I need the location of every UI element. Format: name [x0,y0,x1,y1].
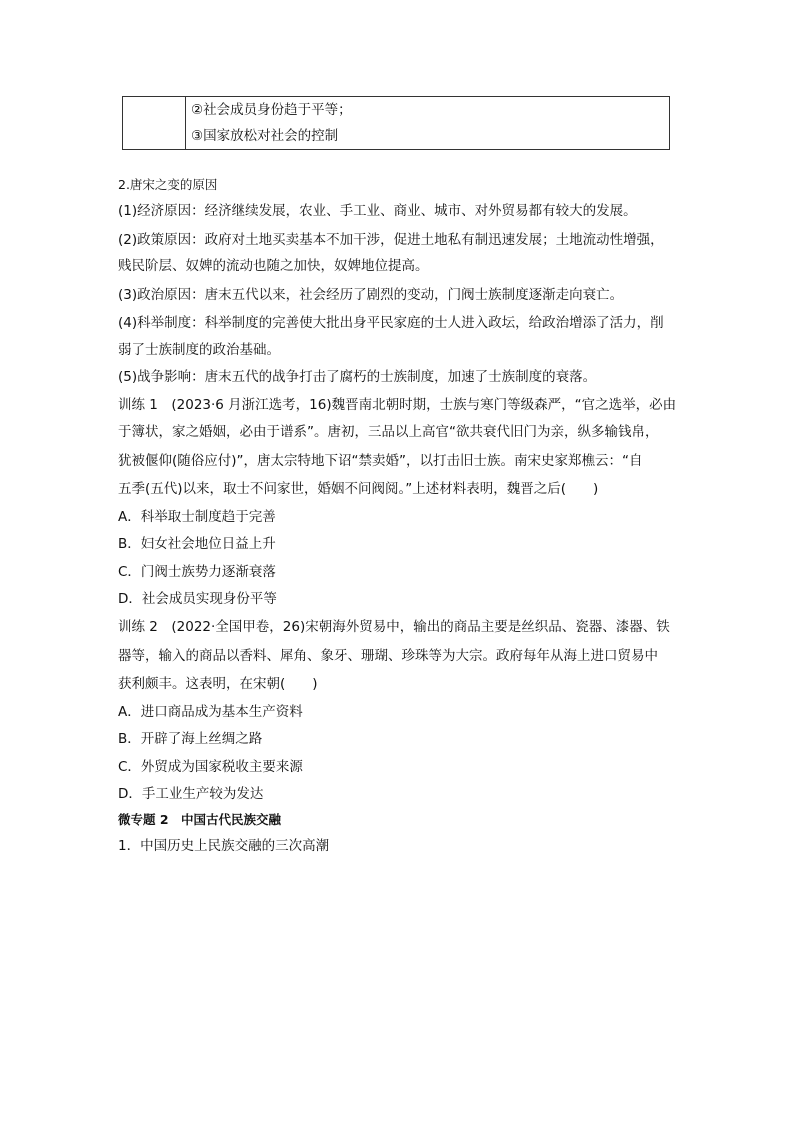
exercise-1-option-c: C．门阀士族势力逐渐衰落 [118,564,276,580]
exercise-1-option-b: B．妇女社会地位日益上升 [118,536,276,552]
topic-subheading: 1．中国历史上民族交融的三次高潮 [118,838,330,854]
table-row-2: ②社会成员身份趋于平等； [191,102,352,118]
exercise-2-option-c: C．外贸成为国家税收主要来源 [118,759,303,775]
exercise-2-option-a: A．进口商品成为基本生产资料 [118,704,303,720]
exercise-1-option-a: A．科举取士制度趋于完善 [118,509,276,525]
table-row-3: ③国家放松对社会的控制 [191,128,339,144]
exercise-2-option-d: D．手工业生产较为发达 [118,786,264,802]
cause-exam-line2: 弱了士族制度的政治基础。 [118,342,280,358]
section-heading-causes: 2.唐宋之变的原因 [118,177,218,192]
topic-heading: 微专题 2 中国古代民族交融 [118,812,282,827]
cause-economic: (1)经济原因：经济继续发展，农业、手工业、商业、城市、对外贸易都有较大的发展。 [118,203,637,219]
cause-policy-line2: 贱民阶层、奴婢的流动也随之加快，奴婢地位提高。 [118,258,429,274]
exercise-1-line4: 五季(五代)以来，取士不问家世，婚姻不问阀阅。”上述材料表明，魏晋之后( ) [118,481,599,497]
table-column-divider [185,97,186,149]
exercise-2-line3: 获利颇丰。这表明，在宋朝( ) [118,676,318,692]
cause-exam-line1: (4)科举制度：科举制度的完善使大批出身平民家庭的士人进入政坛，给政治增添了活力，削 [118,315,664,331]
exercise-1-line3: 犹被偃仰(随俗应付)”，唐太宗特地下诏“禁卖婚”，以打击旧士族。南宋史家郑樵云：“自 [118,453,643,469]
exercise-2-option-b: B．开辟了海上丝绸之路 [118,731,263,747]
exercise-1-line1: 训练 1 (2023·6 月浙江选考，16)魏晋南北朝时期，士族与寒门等级森严，“官之选举，必由 [118,397,677,413]
summary-table [122,96,670,150]
exercise-2-line1: 训练 2 (2022·全国甲卷，26)宋朝海外贸易中，输出的商品主要是丝织品、瓷器、漆器、铁 [118,619,670,635]
cause-policy-line1: (2)政策原因：政府对土地买卖基本不加干涉，促进土地私有制迅速发展；土地流动性增强， [118,232,664,248]
exercise-1-option-d: D．社会成员实现身份平等 [118,591,277,607]
cause-political: (3)政治原因：唐末五代以来，社会经历了剧烈的变动，门阀士族制度逐渐走向衰亡。 [118,287,624,303]
cause-war: (5)战争影响：唐末五代的战争打击了腐朽的士族制度，加速了士族制度的衰落。 [118,369,597,385]
exercise-2-line2: 器等，输入的商品以香料、犀角、象牙、珊瑚、珍珠等为大宗。政府每年从海上进口贸易中 [118,648,658,664]
exercise-1-line2: 于簿状，家之婚姻，必由于谱系”。唐初，三品以上高官“欲共衰代旧门为亲，纵多输钱帛， [118,424,659,440]
